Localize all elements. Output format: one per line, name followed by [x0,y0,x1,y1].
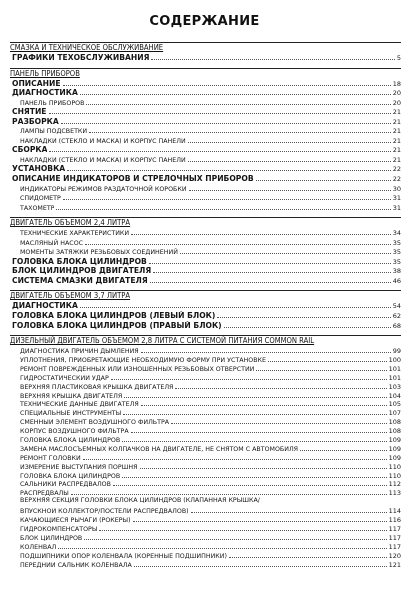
entry-title: ГОЛОВКА БЛОКА ЦИЛИНДРОВ (ЛЕВЫЙ БЛОК) [12,311,216,321]
page-number: 20 [392,89,401,98]
toc-entry [10,408,401,417]
dot-leader [49,107,391,114]
entry-title: УПЛОТНЕНИЯ, ПРИОБРЕТАЮЩИЕ НЕОБХОДИМУЮ ФОРМУ ПРИ УСТАНОВКЕ [20,357,266,364]
toc-entry [10,184,401,194]
page-number: 35 [392,238,401,247]
entry-title: СПЕЦИАЛЬНЫЕ ИНСТРУМЕНТЫ [20,410,122,418]
entry-title: ТЕХНИЧЕСКИЕ ДАННЫЕ ДВИГАТЕЛЯ [20,401,139,409]
dot-leader [188,136,391,143]
page-number: 100 [388,356,401,364]
entry-title: ПОДШИПНИКИ ОПОР КОЛЕНВАЛА (КОРЕННЫЕ ПОДШИПНИКИ) [20,552,227,560]
dot-leader [191,506,387,513]
dot-leader [151,53,394,60]
page-number: 22 [392,165,401,174]
entry-title: ЗАМЕНА МАСЛОСЪЕМНЫХ КОЛПАЧКОВ НА ДВИГАТЕЛЕ, НЕ СНЯТОМ С АВТОМОБИЛЯ [20,445,299,453]
entry-title: СПИДОМЕТР [20,195,61,203]
dot-leader [61,117,391,124]
page-number: 105 [388,400,401,409]
section-header: ДИЗЕЛЬНЫЙ ДВИГАТЕЛЬ ОБЪЕМОМ 2,8 ЛИТРА С СИСТЕМОЙ ПИТАНИЯ COMMON RAIL [10,335,401,346]
entry-title: ИЗМЕРЕНИЕ ВЫСТУПАНИЯ ПОРШНЯ [20,463,138,471]
toc-entry [10,391,401,400]
dot-leader [80,88,391,95]
toc-entry [10,399,401,408]
toc-entry [10,560,401,569]
entry-title: МАСЛЯНЫЙ НАСОС [20,239,84,247]
page-number: 46 [392,276,401,285]
toc-entry [10,551,401,560]
page-number: 68 [392,321,401,330]
dot-leader [141,399,387,406]
page-number: 35 [392,248,401,257]
toc-section [10,68,401,213]
toc-entry [10,479,401,488]
page-number: 99 [392,347,401,356]
page-number: 117 [388,533,401,542]
dot-leader [111,373,387,380]
dot-leader [67,164,391,171]
toc-entry [10,228,401,238]
section-header: СМАЗКА И ТЕХНИЧЕСКОЕ ОБСЛУЖИВАНИЕ [10,42,401,53]
entry-title: СНЯТИЕ [12,107,47,117]
dot-leader [175,382,386,389]
entry-title: ВЕРХНЯЯ КРЫШКА ДВИГАТЕЛЯ [20,392,123,400]
toc-entry [10,524,401,533]
toc-entry [10,373,401,382]
entry-title: ВПУСКНОЙ КОЛЛЕКТОР/ПОСТЕЛИ РАСПРЕДВАЛОВ) [20,508,189,516]
toc-entry [10,266,401,276]
entry-title: ДИАГНОСТИКА [12,301,78,311]
entry-title: РЕМОНТ ГОЛОВКИ [20,454,81,462]
entry-title: ГОЛОВКА БЛОКА ЦИЛИНДРОВ (ПРАВЫЙ БЛОК) [12,320,222,330]
page-number: 21 [392,146,401,155]
toc-entry [10,471,401,480]
dot-leader [83,453,387,460]
dot-leader [122,435,386,442]
toc-entry [10,276,401,286]
toc-entry [10,506,401,515]
page-number: 120 [388,551,401,560]
dot-leader [229,551,387,558]
toc-entry [10,321,401,331]
toc-entry [10,542,401,551]
entry-title: ГИДРОКОМПЕНСАТОРЫ [20,525,98,533]
page-number: 116 [388,516,401,524]
entry-title: ОПИСАНИЕ [12,78,61,88]
dot-leader [256,174,391,181]
page-number: 110 [388,462,401,471]
entry-title: БЛОК ЦИЛИНДРОВ [20,534,83,542]
page-number: 103 [388,382,401,391]
dot-leader [134,560,387,567]
dot-leader [131,426,387,433]
page-number: 117 [388,542,401,551]
dot-leader [84,533,386,540]
section-header: ДВИГАТЕЛЬ ОБЪЕМОМ 3,7 ЛИТРА [10,290,401,301]
dot-leader [71,488,387,495]
toc-entry [10,488,401,497]
entry-title: ГРАФИКИ ТЕХОБСЛУЖИВАНИЯ [12,53,150,62]
entry-title: РЕМОНТ ПОВРЕЖДЕННЫХ ИЛИ ИЗНОШЕННЫХ РЕЗЬБОВЫХ ОТВЕРСТИЙ [20,365,255,373]
toc-entry [10,193,401,203]
toc-entry [10,301,401,311]
entry-title: САЛЬНИКИ РАСПРЕДВАЛОВ [20,481,111,489]
toc-entry [10,444,401,453]
dot-leader [153,266,391,273]
dot-leader [171,417,386,424]
page-number: 117 [388,524,401,533]
entry-title: ИНДИКАТОРЫ РЕЖИМОВ РАЗДАТОЧНОЙ КОРОБКИ [20,185,187,193]
dot-leader [113,479,387,486]
entry-title: ВЕРХНЯЯ СЕКЦИЯ ГОЛОВКИ БЛОКА ЦИЛИНДРОВ (КЛАПАННАЯ КРЫШКА/ [20,497,260,505]
toc-entry [10,364,401,373]
toc-section [10,290,401,330]
toc-entry [10,88,401,98]
dot-leader [149,257,391,264]
entry-title: БЛОК ЦИЛИНДРОВ ДВИГАТЕЛЯ [12,266,152,276]
entry-title: СИСТЕМА СМАЗКИ ДВИГАТЕЛЯ [12,275,148,285]
entry-title: ГИДРОСТАТИЧЕСКИЙ УДАР [20,374,109,382]
page-number: 121 [388,560,401,569]
page-number: 21 [392,117,401,126]
toc-entry [10,145,401,155]
dot-leader [86,98,390,105]
entry-title: ДИАГНОСТИКА [12,88,78,98]
dot-leader [256,364,386,371]
toc-entry [10,515,401,524]
dot-leader [122,471,386,478]
dot-leader [133,515,387,522]
toc-entry [10,53,401,63]
toc-entry [10,533,401,542]
toc-entry [10,117,401,127]
dot-leader [80,301,391,308]
page-number: 5 [396,54,401,62]
toc-entry [10,203,401,213]
page-number: 101 [388,373,401,382]
entry-title: НАКЛАДКИ (СТЕКЛО И МАСКА) И КОРПУС ПАНЕЛИ [20,156,186,164]
page-number: 21 [392,108,401,117]
entry-title: ТЕХНИЧЕСКИЕ ХАРАКТЕРИСТИКИ [20,230,130,238]
entry-title: РАСПРЕДВАЛЫ [20,490,69,498]
dot-leader [180,247,391,254]
toc-entry [10,346,401,355]
entry-title: СМЕННЫЙ ЭЛЕМЕНТ ВОЗДУШНОГО ФИЛЬТРА [20,419,170,427]
page-number: 107 [388,409,401,418]
dot-leader [189,184,391,191]
page-number: 21 [392,136,401,145]
toc-entry [10,155,401,165]
entry-title: ГОЛОВКА БЛОКА ЦИЛИНДРОВ [20,472,121,480]
page-number: 110 [388,471,401,480]
page-number: 109 [388,444,401,453]
page-number: 34 [392,229,401,238]
entry-title: НАКЛАДКИ (СТЕКЛО И МАСКА) И КОРПУС ПАНЕЛИ [20,137,186,145]
page-number: 21 [392,155,401,164]
dot-leader [89,126,391,133]
toc-entry [10,497,401,506]
toc-entry [10,417,401,426]
page-number: 21 [392,127,401,136]
toc-entry [10,462,401,471]
dot-leader [85,238,391,245]
toc-entry [10,311,401,321]
entry-title: ДИАГНОСТИКА ПРИЧИН ДЫМЛЕНИЯ [20,348,139,356]
toc-entry [10,238,401,248]
page-number: 112 [388,480,401,489]
entry-title: ГОЛОВКА БЛОКА ЦИЛИНДРОВ [12,256,147,266]
page-number: 22 [392,175,401,184]
page-number: 62 [392,312,401,321]
entry-title: ВЕРХНЯЯ ПЛАСТИКОВАЯ КРЫШКА ДВИГАТЕЛЯ [20,383,174,391]
dot-leader [56,203,390,210]
toc-section [10,42,401,63]
entry-title: ОПИСАНИЕ ИНДИКАТОРОВ И СТРЕЛОЧНЫХ ПРИБОРОВ [12,174,254,184]
entry-title: КАЧАЮЩИЕСЯ РЫЧАГИ (РОКЕРЫ) [20,517,131,524]
dot-leader [49,145,390,152]
toc-entry [10,107,401,117]
toc-entry [10,79,401,89]
page-number: 109 [388,453,401,462]
page-number: 113 [388,489,401,498]
toc-section [10,335,401,568]
entry-title: УСТАНОВКА [12,164,66,174]
toc-section [10,217,401,285]
toc-entry [10,247,401,257]
dot-leader [63,79,391,86]
page-number: 31 [392,194,401,203]
toc-entry [10,435,401,444]
dot-leader [141,346,391,353]
entry-title: МОМЕНТЫ ЗАТЯЖКИ РЕЗЬБОВЫХ СОЕДИНЕНИЙ [20,249,178,257]
entry-title: КОЛЕНВАЛ [20,543,57,551]
page-title: СОДЕРЖАНИЕ [149,14,260,29]
page-number: 108 [388,418,401,427]
dot-leader [217,311,390,318]
toc-entry [10,453,401,462]
page-number: 38 [392,267,401,276]
dot-leader [300,444,387,451]
toc-entry [10,382,401,391]
entry-title: РАЗБОРКА [12,116,59,126]
page-number: 54 [392,302,401,311]
page-number: 108 [388,427,401,436]
entry-title: ПАНЕЛЬ ПРИБОРОВ [20,99,85,107]
page-number: 31 [392,203,401,212]
entry-title: ЛАМПЫ ПОДСВЕТКИ [20,128,88,136]
toc-entry [10,164,401,174]
page-number: 104 [388,391,401,400]
entry-title: ТАХОМЕТР [20,204,55,212]
dot-leader [268,355,387,362]
table-of-contents [10,42,401,573]
dot-leader [150,276,391,283]
section-header: ДВИГАТЕЛЬ ОБЪЕМОМ 2,4 ЛИТРА [10,217,401,228]
dot-leader [99,524,386,531]
page-number: 109 [388,436,401,444]
page-number: 18 [392,79,401,88]
toc-entry [10,126,401,136]
dot-leader [123,408,386,415]
dot-leader [63,193,391,200]
page-number: 114 [388,507,401,516]
toc-entry [10,426,401,435]
dot-leader [124,391,386,398]
dot-leader [224,321,391,328]
page-number: 30 [392,184,401,193]
toc-entry [10,355,401,364]
dot-leader [140,462,387,469]
toc-entry [10,174,401,184]
toc-entry [10,98,401,108]
toc-entry [10,136,401,146]
dot-leader [58,542,386,549]
toc-entry [10,257,401,267]
dot-leader [131,228,391,235]
section-header: ПАНЕЛЬ ПРИБОРОВ [10,68,401,79]
page-number: 101 [388,364,401,373]
page-number: 35 [392,257,401,266]
entry-title: ГОЛОВКА БЛОКА ЦИЛИНДРОВ [20,437,121,444]
dot-leader [188,155,391,162]
entry-title: ПЕРЕДНИЙ САЛЬНИК КОЛЕНВАЛА [20,561,132,569]
page-number: 20 [392,98,401,107]
entry-title: КОРПУС ВОЗДУШНОГО ФИЛЬТРА [20,428,129,436]
entry-title: СБОРКА [12,145,48,155]
